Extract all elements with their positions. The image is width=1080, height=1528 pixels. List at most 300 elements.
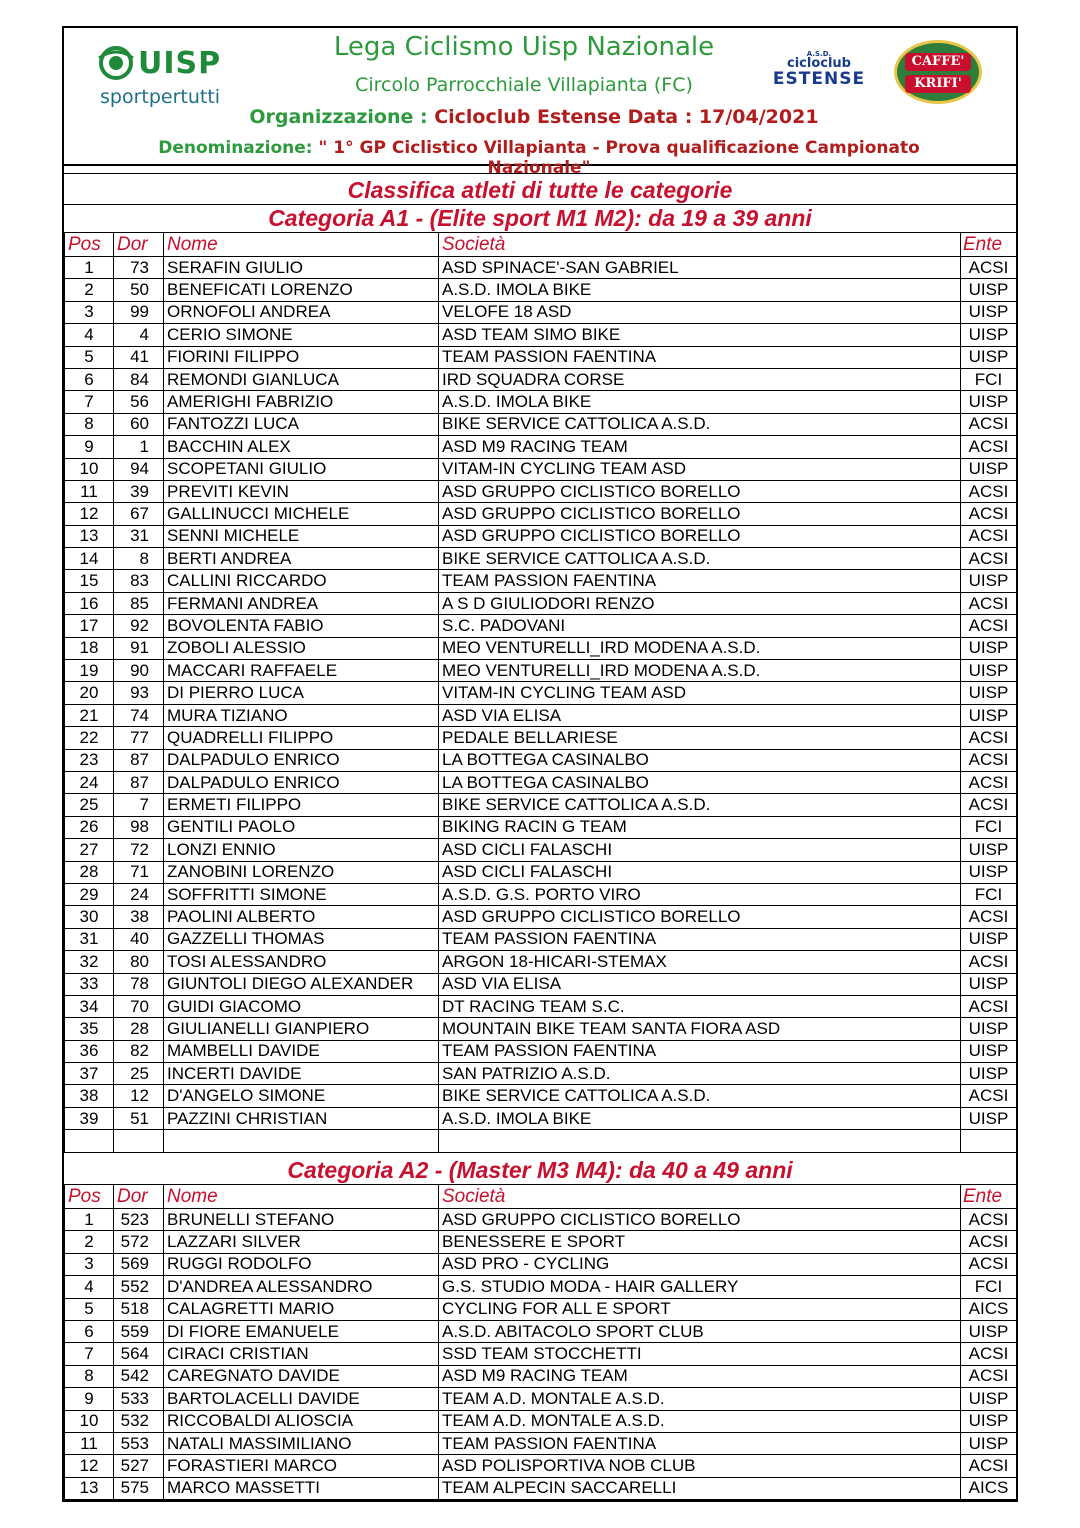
cell-ente: AICS xyxy=(961,1298,1017,1320)
cell-dor: 71 xyxy=(114,861,164,883)
cell-pos: 5 xyxy=(65,1298,114,1320)
cell-societa: A S D GIULIODORI RENZO xyxy=(439,592,961,614)
caffe-logo-bottom-text: KRIFI' xyxy=(905,75,971,93)
cell-ente: UISP xyxy=(961,1388,1017,1410)
table-row xyxy=(65,570,1017,592)
cell-ente: UISP xyxy=(961,660,1017,682)
cell-nome: DALPADULO ENRICO xyxy=(164,749,439,771)
cell-societa: BIKE SERVICE CATTOLICA A.S.D. xyxy=(439,794,961,816)
cell-societa: MOUNTAIN BIKE TEAM SANTA FIORA ASD xyxy=(439,1018,961,1040)
cell-nome: SOFFRITTI SIMONE xyxy=(164,883,439,905)
table-row xyxy=(65,749,1017,771)
cell-dor: 85 xyxy=(114,592,164,614)
category-a2-table xyxy=(64,1184,1017,1500)
cell-dor: 533 xyxy=(114,1388,164,1410)
cell-ente: ACSI xyxy=(961,1343,1017,1365)
header-organization xyxy=(214,106,854,128)
cell-nome: FIORINI FILIPPO xyxy=(164,346,439,368)
table-row xyxy=(65,1320,1017,1342)
cell-dor: 60 xyxy=(114,413,164,435)
cell-ente: ACSI xyxy=(961,794,1017,816)
cell-pos: 32 xyxy=(65,951,114,973)
cell-dor: 87 xyxy=(114,749,164,771)
table-row xyxy=(65,839,1017,861)
table-row xyxy=(65,279,1017,301)
table-row xyxy=(65,1388,1017,1410)
denomination-label: Denominazione: xyxy=(158,138,313,158)
cell-societa: VELOFE 18 ASD xyxy=(439,301,961,323)
cell-ente: ACSI xyxy=(961,1253,1017,1275)
table-row xyxy=(65,324,1017,346)
cell-ente: ACSI xyxy=(961,413,1017,435)
cell-societa: TEAM PASSION FAENTINA xyxy=(439,1040,961,1062)
cell-pos: 2 xyxy=(65,1231,114,1253)
table-row xyxy=(65,301,1017,323)
category-a2-rows xyxy=(65,1209,1017,1500)
cell-pos: 35 xyxy=(65,1018,114,1040)
cell-pos: 12 xyxy=(65,503,114,525)
cell-dor: 98 xyxy=(114,816,164,838)
cell-pos: 13 xyxy=(65,1477,114,1499)
cell-ente: ACSI xyxy=(961,1209,1017,1231)
cell-dor: 67 xyxy=(114,503,164,525)
cell-societa: A.S.D. G.S. PORTO VIRO xyxy=(439,883,961,905)
cell-dor: 74 xyxy=(114,704,164,726)
column-header-ente: Ente xyxy=(961,233,1017,257)
cell-dor: 575 xyxy=(114,1477,164,1499)
cell-dor: 78 xyxy=(114,973,164,995)
category-a1-table xyxy=(64,232,1017,1153)
cell-dor: 31 xyxy=(114,525,164,547)
table-row xyxy=(65,548,1017,570)
cell-nome: AMERIGHI FABRIZIO xyxy=(164,391,439,413)
table-row xyxy=(65,794,1017,816)
table-row xyxy=(65,727,1017,749)
cell-pos: 30 xyxy=(65,906,114,928)
cell-societa: LA BOTTEGA CASINALBO xyxy=(439,771,961,793)
cell-ente: ACSI xyxy=(961,436,1017,458)
cell-pos: 5 xyxy=(65,346,114,368)
cell-ente: ACSI xyxy=(961,771,1017,793)
table-row xyxy=(65,1209,1017,1231)
header-spacer xyxy=(64,166,1016,174)
cell-ente: ACSI xyxy=(961,592,1017,614)
cell-societa: BIKE SERVICE CATTOLICA A.S.D. xyxy=(439,1085,961,1107)
cell-nome: INCERTI DAVIDE xyxy=(164,1063,439,1085)
cell-pos: 36 xyxy=(65,1040,114,1062)
cell-dor: 532 xyxy=(114,1410,164,1432)
cell-societa: SAN PATRIZIO A.S.D. xyxy=(439,1063,961,1085)
table-row xyxy=(65,503,1017,525)
cell-pos: 10 xyxy=(65,458,114,480)
cell-societa: LA BOTTEGA CASINALBO xyxy=(439,749,961,771)
column-header-nome: Nome xyxy=(164,233,439,257)
cell-nome: RICCOBALDI ALIOSCIA xyxy=(164,1410,439,1432)
table-header-row xyxy=(65,1185,1017,1209)
cell-pos: 16 xyxy=(65,592,114,614)
cell-dor: 77 xyxy=(114,727,164,749)
table-row xyxy=(65,816,1017,838)
cell-nome: PREVITI KEVIN xyxy=(164,480,439,502)
cell-societa: ASD GRUPPO CICLISTICO BORELLO xyxy=(439,906,961,928)
cell-nome: MURA TIZIANO xyxy=(164,704,439,726)
cell-pos: 2 xyxy=(65,279,114,301)
table-row xyxy=(65,1085,1017,1107)
cell-pos: 37 xyxy=(65,1063,114,1085)
table-row xyxy=(65,1477,1017,1499)
cell-dor: 569 xyxy=(114,1253,164,1275)
cell-ente: ACSI xyxy=(961,503,1017,525)
cell-nome: BARTOLACELLI DAVIDE xyxy=(164,1388,439,1410)
cell-ente: ACSI xyxy=(961,995,1017,1017)
table-row xyxy=(65,391,1017,413)
cell-dor: 99 xyxy=(114,301,164,323)
cell-nome: PAOLINI ALBERTO xyxy=(164,906,439,928)
cell-ente: ACSI xyxy=(961,1365,1017,1387)
cell-dor: 80 xyxy=(114,951,164,973)
cell-dor: 542 xyxy=(114,1365,164,1387)
document-frame xyxy=(62,26,1018,1502)
cell-ente: UISP xyxy=(961,1018,1017,1040)
table-row xyxy=(65,1063,1017,1085)
cell-dor: 87 xyxy=(114,771,164,793)
cell-dor: 93 xyxy=(114,682,164,704)
cell-societa: BIKE SERVICE CATTOLICA A.S.D. xyxy=(439,548,961,570)
cell-societa: A.S.D. IMOLA BIKE xyxy=(439,1107,961,1129)
cell-ente: ACSI xyxy=(961,1231,1017,1253)
cell-dor: 523 xyxy=(114,1209,164,1231)
column-header-nome: Nome xyxy=(164,1185,439,1209)
table-row xyxy=(65,704,1017,726)
cell-dor: 56 xyxy=(114,391,164,413)
table-row xyxy=(65,346,1017,368)
cell-dor: 572 xyxy=(114,1231,164,1253)
cell-ente: UISP xyxy=(961,1320,1017,1342)
cell-societa: TEAM PASSION FAENTINA xyxy=(439,346,961,368)
table-row xyxy=(65,1276,1017,1298)
table-row xyxy=(65,257,1017,279)
cell-nome: TOSI ALESSANDRO xyxy=(164,951,439,973)
cell-nome: MACCARI RAFFAELE xyxy=(164,660,439,682)
cell-ente: ACSI xyxy=(961,480,1017,502)
cell-societa: CYCLING FOR ALL E SPORT xyxy=(439,1298,961,1320)
table-row xyxy=(65,637,1017,659)
cell-pos: 3 xyxy=(65,1253,114,1275)
cell-societa: G.S. STUDIO MODA - HAIR GALLERY xyxy=(439,1276,961,1298)
cell-societa: VITAM-IN CYCLING TEAM ASD xyxy=(439,682,961,704)
cell-dor: 7 xyxy=(114,794,164,816)
cell-nome: FANTOZZI LUCA xyxy=(164,413,439,435)
table-row xyxy=(65,1040,1017,1062)
cell-pos: 4 xyxy=(65,324,114,346)
table-row xyxy=(65,771,1017,793)
cell-ente: UISP xyxy=(961,570,1017,592)
cell-dor: 25 xyxy=(114,1063,164,1085)
cell-nome: D'ANGELO SIMONE xyxy=(164,1085,439,1107)
cell-societa: TEAM PASSION FAENTINA xyxy=(439,928,961,950)
cell-pos: 26 xyxy=(65,816,114,838)
cell-societa: ASD GRUPPO CICLISTICO BORELLO xyxy=(439,525,961,547)
cell-pos: 10 xyxy=(65,1410,114,1432)
cell-ente: ACSI xyxy=(961,951,1017,973)
cell-empty xyxy=(114,1130,164,1152)
table-row xyxy=(65,1365,1017,1387)
cell-dor: 24 xyxy=(114,883,164,905)
cell-dor: 38 xyxy=(114,906,164,928)
cell-ente: UISP xyxy=(961,301,1017,323)
cell-pos: 27 xyxy=(65,839,114,861)
table-row xyxy=(65,525,1017,547)
column-header-dor: Dor xyxy=(114,1185,164,1209)
cell-pos: 3 xyxy=(65,301,114,323)
organization-label: Organizzazione : xyxy=(249,106,428,128)
table-row xyxy=(65,436,1017,458)
table-row xyxy=(65,973,1017,995)
cell-nome: PAZZINI CHRISTIAN xyxy=(164,1107,439,1129)
table-row xyxy=(65,1343,1017,1365)
cell-societa: SSD TEAM STOCCHETTI xyxy=(439,1343,961,1365)
cell-ente: UISP xyxy=(961,839,1017,861)
caffe-krifi-logo xyxy=(894,40,982,104)
cell-nome: BACCHIN ALEX xyxy=(164,436,439,458)
cell-ente: UISP xyxy=(961,973,1017,995)
cell-pos: 4 xyxy=(65,1276,114,1298)
uisp-logo xyxy=(96,44,246,114)
cell-nome: ZANOBINI LORENZO xyxy=(164,861,439,883)
cell-nome: BRUNELLI STEFANO xyxy=(164,1209,439,1231)
cell-dor: 40 xyxy=(114,928,164,950)
table-row xyxy=(65,928,1017,950)
cell-dor: 51 xyxy=(114,1107,164,1129)
cell-nome: QUADRELLI FILIPPO xyxy=(164,727,439,749)
cell-pos: 20 xyxy=(65,682,114,704)
cell-societa: MEO VENTURELLI_IRD MODENA A.S.D. xyxy=(439,660,961,682)
cell-pos: 38 xyxy=(65,1085,114,1107)
cell-societa: BENESSERE E SPORT xyxy=(439,1231,961,1253)
cell-dor: 83 xyxy=(114,570,164,592)
cell-nome: SENNI MICHELE xyxy=(164,525,439,547)
cell-societa: ASD VIA ELISA xyxy=(439,704,961,726)
cell-societa: ASD CICLI FALASCHI xyxy=(439,861,961,883)
cell-nome: GUIDI GIACOMO xyxy=(164,995,439,1017)
cell-ente: ACSI xyxy=(961,1455,1017,1477)
uisp-logo-text: UISP xyxy=(138,46,222,81)
cell-nome: NATALI MASSIMILIANO xyxy=(164,1432,439,1454)
cell-societa: ASD GRUPPO CICLISTICO BORELLO xyxy=(439,480,961,502)
table-row xyxy=(65,1253,1017,1275)
cell-ente: UISP xyxy=(961,391,1017,413)
cell-dor: 90 xyxy=(114,660,164,682)
cell-societa: S.C. PADOVANI xyxy=(439,615,961,637)
cell-pos: 9 xyxy=(65,1388,114,1410)
cell-nome: BENEFICATI LORENZO xyxy=(164,279,439,301)
cell-pos: 1 xyxy=(65,1209,114,1231)
cell-nome: MARCO MASSETTI xyxy=(164,1477,439,1499)
cell-ente: ACSI xyxy=(961,615,1017,637)
cell-dor: 84 xyxy=(114,368,164,390)
cell-societa: A.S.D. IMOLA BIKE xyxy=(439,391,961,413)
cell-societa: A.S.D. ABITACOLO SPORT CLUB xyxy=(439,1320,961,1342)
cell-pos: 14 xyxy=(65,548,114,570)
cell-ente: UISP xyxy=(961,704,1017,726)
cell-ente: UISP xyxy=(961,1410,1017,1432)
table-row xyxy=(65,883,1017,905)
cell-pos: 25 xyxy=(65,794,114,816)
cell-ente: UISP xyxy=(961,1063,1017,1085)
cell-pos: 11 xyxy=(65,1432,114,1454)
cell-nome: CERIO SIMONE xyxy=(164,324,439,346)
cell-societa: TEAM A.D. MONTALE A.S.D. xyxy=(439,1410,961,1432)
cell-societa: IRD SQUADRA CORSE xyxy=(439,368,961,390)
denomination-value: " 1° GP Ciclistico Villapianta - Prova qualificazione Campionato Nazionale" xyxy=(318,138,920,178)
cell-nome: DI PIERRO LUCA xyxy=(164,682,439,704)
cell-nome: CALAGRETTI MARIO xyxy=(164,1298,439,1320)
cell-societa: ASD SPINACE'-SAN GABRIEL xyxy=(439,257,961,279)
cell-ente: UISP xyxy=(961,1432,1017,1454)
cell-societa: TEAM PASSION FAENTINA xyxy=(439,1432,961,1454)
cell-nome: GIUNTOLI DIEGO ALEXANDER xyxy=(164,973,439,995)
cell-ente: ACSI xyxy=(961,906,1017,928)
cell-pos: 9 xyxy=(65,436,114,458)
cell-pos: 6 xyxy=(65,1320,114,1342)
cell-nome: GENTILI PAOLO xyxy=(164,816,439,838)
cell-dor: 552 xyxy=(114,1276,164,1298)
cell-dor: 4 xyxy=(114,324,164,346)
table-row xyxy=(65,1018,1017,1040)
column-header-societa: Società xyxy=(439,1185,961,1209)
cell-pos: 23 xyxy=(65,749,114,771)
cell-nome: RUGGI RODOLFO xyxy=(164,1253,439,1275)
category-a2-title: Categoria A2 - (Master M3 M4): da 40 a 49 anni xyxy=(287,1157,793,1183)
cell-dor: 91 xyxy=(114,637,164,659)
cell-societa: ASD POLISPORTIVA NOB CLUB xyxy=(439,1455,961,1477)
cell-dor: 553 xyxy=(114,1432,164,1454)
header-subtitle: Circolo Parrocchiale Villapianta (FC) xyxy=(355,74,693,96)
cell-societa: ASD PRO - CYCLING xyxy=(439,1253,961,1275)
cell-pos: 31 xyxy=(65,928,114,950)
table-row xyxy=(65,995,1017,1017)
category-a1-title: Categoria A1 - (Elite sport M1 M2): da 19 a 39 anni xyxy=(268,205,812,231)
cell-dor: 94 xyxy=(114,458,164,480)
cell-societa: ASD CICLI FALASCHI xyxy=(439,839,961,861)
cell-dor: 41 xyxy=(114,346,164,368)
cell-ente: UISP xyxy=(961,346,1017,368)
table-row xyxy=(65,1455,1017,1477)
cell-societa: TEAM PASSION FAENTINA xyxy=(439,570,961,592)
table-row xyxy=(65,682,1017,704)
column-header-dor: Dor xyxy=(114,233,164,257)
cell-nome: GALLINUCCI MICHELE xyxy=(164,503,439,525)
table-row xyxy=(65,1231,1017,1253)
cell-nome: D'ANDREA ALESSANDRO xyxy=(164,1276,439,1298)
cell-nome: CAREGNATO DAVIDE xyxy=(164,1365,439,1387)
cell-ente: UISP xyxy=(961,637,1017,659)
cell-nome: ZOBOLI ALESSIO xyxy=(164,637,439,659)
cell-pos: 24 xyxy=(65,771,114,793)
cell-nome: ORNOFOLI ANDREA xyxy=(164,301,439,323)
cell-dor: 564 xyxy=(114,1343,164,1365)
cell-ente: UISP xyxy=(961,1107,1017,1129)
table-row xyxy=(65,458,1017,480)
cell-pos: 17 xyxy=(65,615,114,637)
cell-societa: BIKE SERVICE CATTOLICA A.S.D. xyxy=(439,413,961,435)
table-row xyxy=(65,906,1017,928)
cell-nome: BERTI ANDREA xyxy=(164,548,439,570)
table-row xyxy=(65,615,1017,637)
cell-ente: UISP xyxy=(961,928,1017,950)
cell-societa: ASD M9 RACING TEAM xyxy=(439,436,961,458)
cell-dor: 39 xyxy=(114,480,164,502)
table-row xyxy=(65,861,1017,883)
cell-empty xyxy=(439,1130,961,1152)
cell-pos: 18 xyxy=(65,637,114,659)
cell-nome: FORASTIERI MARCO xyxy=(164,1455,439,1477)
main-title: Classifica atleti di tutte le categorie xyxy=(64,175,1016,205)
cell-societa: MEO VENTURELLI_IRD MODENA A.S.D. xyxy=(439,637,961,659)
cell-nome: GIULIANELLI GIANPIERO xyxy=(164,1018,439,1040)
cell-pos: 7 xyxy=(65,391,114,413)
cell-nome: GAZZELLI THOMAS xyxy=(164,928,439,950)
cell-dor: 72 xyxy=(114,839,164,861)
cell-societa: VITAM-IN CYCLING TEAM ASD xyxy=(439,458,961,480)
cell-pos: 19 xyxy=(65,660,114,682)
cell-ente: ACSI xyxy=(961,727,1017,749)
cell-pos: 6 xyxy=(65,368,114,390)
cell-pos: 12 xyxy=(65,1455,114,1477)
table-row-empty xyxy=(65,1130,1017,1152)
cell-empty xyxy=(65,1130,114,1152)
cell-societa: A.S.D. IMOLA BIKE xyxy=(439,279,961,301)
cell-nome: CIRACI CRISTIAN xyxy=(164,1343,439,1365)
table-row xyxy=(65,368,1017,390)
cell-nome: ERMETI FILIPPO xyxy=(164,794,439,816)
table-header-row xyxy=(65,233,1017,257)
cell-pos: 11 xyxy=(65,480,114,502)
cell-ente: FCI xyxy=(961,1276,1017,1298)
table-row xyxy=(65,951,1017,973)
cell-nome: CALLINI RICCARDO xyxy=(164,570,439,592)
column-header-pos: Pos xyxy=(65,1185,114,1209)
cell-pos: 21 xyxy=(65,704,114,726)
cell-nome: LAZZARI SILVER xyxy=(164,1231,439,1253)
cicloclub-asd-text: A.S.D. xyxy=(806,50,832,58)
cell-dor: 8 xyxy=(114,548,164,570)
table-row xyxy=(65,1432,1017,1454)
cicloclub-estense-logo xyxy=(764,50,874,90)
cell-pos: 29 xyxy=(65,883,114,905)
table-row xyxy=(65,1298,1017,1320)
column-header-societa: Società xyxy=(439,233,961,257)
cell-ente: ACSI xyxy=(961,548,1017,570)
cell-pos: 34 xyxy=(65,995,114,1017)
table-row xyxy=(65,1410,1017,1432)
column-header-ente: Ente xyxy=(961,1185,1017,1209)
cell-nome: REMONDI GIANLUCA xyxy=(164,368,439,390)
cell-dor: 12 xyxy=(114,1085,164,1107)
document-header xyxy=(64,28,1016,178)
cell-dor: 73 xyxy=(114,257,164,279)
cell-ente: ACSI xyxy=(961,257,1017,279)
cell-nome: DALPADULO ENRICO xyxy=(164,771,439,793)
cell-nome: FERMANI ANDREA xyxy=(164,592,439,614)
uisp-emblem-icon xyxy=(96,46,136,80)
cell-empty xyxy=(164,1130,439,1152)
cell-nome: MAMBELLI DAVIDE xyxy=(164,1040,439,1062)
table-row xyxy=(65,660,1017,682)
cell-societa: TEAM ALPECIN SACCARELLI xyxy=(439,1477,961,1499)
table-row xyxy=(65,480,1017,502)
cell-pos: 39 xyxy=(65,1107,114,1129)
